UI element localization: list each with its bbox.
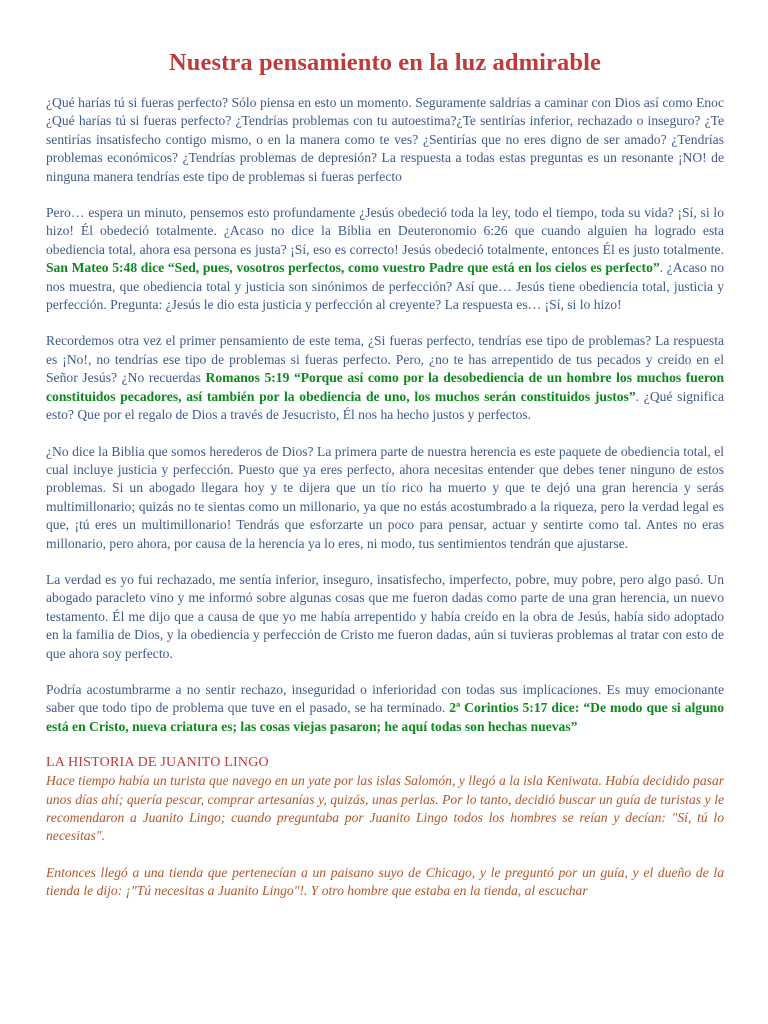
paragraph-text: . ¿Qué significa esto? Que por el regalo de Dios a través de Jesucristo, Él nos ha hecho justos y perfectos. (46, 388, 724, 423)
paragraph-text: ¿No dice la Biblia que somos herederos de Dios? La primera parte de nuestra herencia es este paquete de obediencia total, el cual incluye justicia y perfección. Puesto que ya eres perfecto, ahora necesitas entender que debes tener ninguno de estos problemas. Si un abogado llegara hoy y te dijera que un tío rico ha muerto y que te dejó una gran herencia y serás multimillonario; quizás no te sientas como un millonario, ya que no estás acostumbrado a la riqueza, pero la verdad legal es que, ¡tú eres un multimillonario! Tendrás que esforzarte un poco para pensar, actuar y sentirte como tal. Antes no eras millonario, pero ahora, por causa de la herencia ya lo eres, ni modo, tus sentimientos tendrán que ajustarse. (46, 443, 724, 551)
article-body (46, 94, 724, 736)
paragraph-text: Recordemos otra vez el primer pensamiento de este tema, ¿Si fueras perfecto, tendrías ese tipo de problemas? La respuesta es ¡No!, no tendrías ese tipo de problemas si fueras perfecto. Pero, ¿no te has arrepentido de tus pecados y creído en el Señor Jesús? ¿No recuerdas (46, 333, 724, 386)
bible-verse-romanos: Romanos 5:19 “Porque así como por la desobediencia de un hombre los muchos fueron constituidos pecadores, así también por la obediencia de uno, los muchos serán constituidos justos” (46, 370, 725, 404)
paragraph-3 (46, 332, 724, 424)
paragraph-text: ¿Qué harías tú si fueras perfecto? Sólo piensa en esto un momento. Seguramente saldrías a caminar con Dios así como Enoc ¿Qué harías tú si fueras perfecto? ¿Tendrías problemas con tu autoestima?¿Te sentirías inferior, rechazado o inseguro? ¿Te sentirías insatisfecho contigo mismo, o en la manera como te ves? ¿Sentirías que no eres digno de ser amado? ¿Tendrías problemas económicos? ¿Tendrías problemas de depresión? La respuesta a todas estas preguntas es un resonante ¡NO! de ninguna manera tendrías este tipo de problemas si fueras perfecto (46, 95, 724, 184)
story-heading: LA HISTORIA DE JUANITO LINGO (46, 755, 269, 771)
story-paragraph-1: Hace tiempo había un turista que navego en un yate por las islas Salomón, y llegó a la isla Keniwata. Había decidido pasar unos días ahí; quería pescar, comprar artesanías y, quizás, unas perlas. Por lo tanto, decidió buscar un guía de turistas y le recomendaron a Juanito Lingo; cuando preguntaba por Juanito Lingo todos los hombres se reían y decían: "Sí, tú lo necesitas". (46, 773, 724, 844)
story-paragraph-2: Entonces llegó a una tienda que pertenecían a un paisano suyo de Chicago, y le preguntó por un guía, y el dueño de la tienda le dijo: ¡"Tú necesitas a Juanito Lingo"!. Y otro hombre que estaba en la tienda, al escuchar (46, 864, 724, 899)
paragraph-1 (46, 94, 724, 186)
paragraph-text: . ¿Acaso no nos muestra, que obediencia total y justicia son sinónimos de perfección? Así que… Jesús tiene obediencia total, justicia y perfección. Pregunta: ¿Jesús le dio esta justicia y perfección al creyente? La respuesta es… ¡Sí, si lo hizo! (46, 260, 724, 313)
paragraph-2 (46, 204, 724, 314)
page-title: Nuestra pensamiento en la luz admirable (169, 49, 601, 76)
bible-verse-mateo: San Mateo 5:48 dice “Sed, pues, vosotros perfectos, como vuestro Padre que está en los cielos es perfecto” (46, 260, 660, 276)
paragraph-text: Pero… espera un minuto, pensemos esto profundamente ¿Jesús obedeció toda la ley, todo el tiempo, toda su vida? ¡Sí, si lo hizo! Él obedeció totalmente. ¿Acaso no dice la Biblia en Deuteronomio 6:26 que cuando alguien ha logrado esta obediencia total, ahora esa persona es justa? ¡Sí, eso es correcto! Jesús obedeció totalmente, entonces Él es justo totalmente. (46, 205, 724, 257)
paragraph-5 (46, 571, 724, 663)
story-section (46, 772, 724, 900)
paragraph-text: La verdad es yo fui rechazado, me sentía inferior, inseguro, insatisfecho, imperfecto, pobre, muy pobre, pero algo pasó. Un abogado paracleto vino y me informó sobre algunas cosas que me fueron dadas como parte de una gran herencia, un nuevo testamento. Él me dijo que a causa de que yo me había arrepentido y había creído en la obra de Jesús, había sido adoptado en la familia de Dios, y la obediencia y perfección de Cristo me fueron dadas, aún si tuvieras problemas al tratar con esto de que ahora soy perfecto. (46, 571, 724, 661)
bible-verse-corintios: 2ª Corintios 5:17 dice: “De modo que si alguno está en Cristo, nueva criatura es; las cosas viejas pasaron; he aquí todas son hechas nuevas” (46, 700, 724, 734)
paragraph-4 (46, 443, 724, 553)
document-page (46, 0, 724, 901)
paragraph-6 (46, 681, 724, 736)
paragraph-text: Podría acostumbrarme a no sentir rechazo, inseguridad o inferioridad con todas sus implicaciones. Es muy emocionante saber que todo tipo de problema que tuve en el pasado, se ha terminado. (46, 681, 724, 716)
